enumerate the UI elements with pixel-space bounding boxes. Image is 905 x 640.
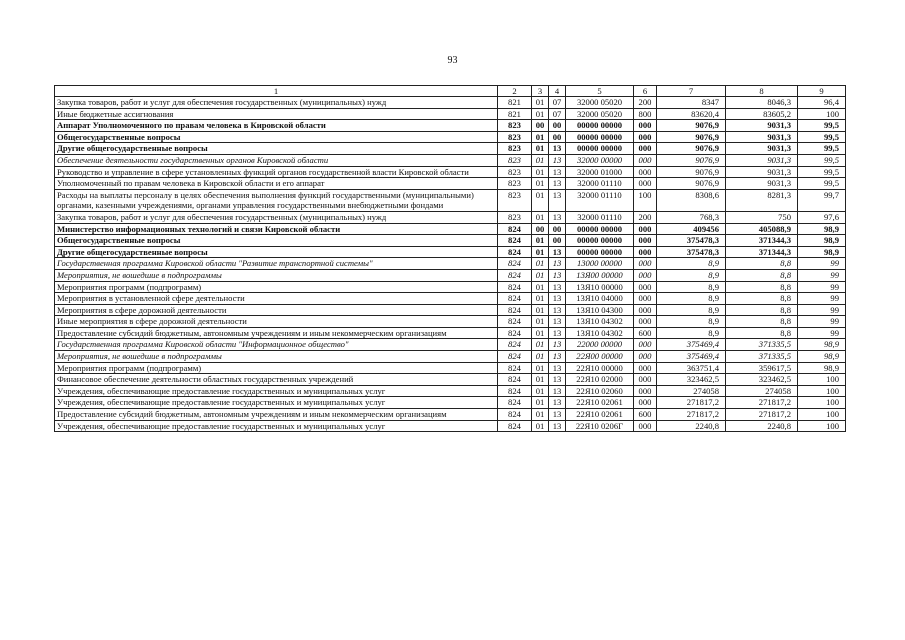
section-code-cell: 00	[532, 223, 549, 235]
executed-amount-cell: 9031,3	[726, 120, 798, 132]
subsection-code-cell: 13	[549, 143, 566, 155]
subsection-code-cell: 13	[549, 316, 566, 328]
ministry-code-cell: 823	[498, 166, 532, 178]
column-header: 1	[55, 86, 498, 97]
subsection-code-cell: 13	[549, 246, 566, 258]
expense-name-cell: Мероприятия в сфере дорожной деятельности	[55, 304, 498, 316]
expense-name-cell: Учреждения, обеспечивающие предоставление государственных и муниципальных услуг	[55, 420, 498, 432]
subsection-code-cell: 13	[549, 178, 566, 190]
executed-amount-cell: 9031,3	[726, 166, 798, 178]
target-article-cell: 00000 00000	[566, 143, 634, 155]
expense-name-cell: Другие общегосударственные вопросы	[55, 143, 498, 155]
subsection-code-cell: 00	[549, 223, 566, 235]
planned-amount-cell: 8,9	[657, 269, 726, 281]
execution-percent-cell: 100	[798, 397, 846, 409]
executed-amount-cell: 271817,2	[726, 409, 798, 421]
execution-percent-cell: 98,9	[798, 235, 846, 247]
subsection-code-cell: 07	[549, 108, 566, 120]
table-row	[55, 420, 846, 432]
ministry-code-cell: 824	[498, 304, 532, 316]
ministry-code-cell: 824	[498, 246, 532, 258]
section-code-cell: 01	[532, 362, 549, 374]
ministry-code-cell: 824	[498, 235, 532, 247]
expense-name-cell: Учреждения, обеспечивающие предоставление государственных и муниципальных услуг	[55, 385, 498, 397]
table-row	[55, 108, 846, 120]
executed-amount-cell: 371344,3	[726, 246, 798, 258]
expense-name-cell: Мероприятия программ (подпрограмм)	[55, 362, 498, 374]
execution-percent-cell: 99	[798, 293, 846, 305]
table-row	[55, 211, 846, 223]
subsection-code-cell: 13	[549, 362, 566, 374]
expense-type-cell: 000	[634, 374, 657, 386]
expense-name-cell: Уполномоченный по правам человека в Кировской области и его аппарат	[55, 178, 498, 190]
page-number: 93	[447, 55, 458, 66]
table-row	[55, 269, 846, 281]
table-row	[55, 304, 846, 316]
target-article-cell: 00000 00000	[566, 223, 634, 235]
expense-type-cell: 000	[634, 178, 657, 190]
planned-amount-cell: 8,9	[657, 281, 726, 293]
table-row	[55, 327, 846, 339]
executed-amount-cell: 8,8	[726, 327, 798, 339]
executed-amount-cell: 8,8	[726, 293, 798, 305]
planned-amount-cell: 9076,9	[657, 143, 726, 155]
execution-percent-cell: 98,9	[798, 223, 846, 235]
subsection-code-cell: 13	[549, 269, 566, 281]
ministry-code-cell: 824	[498, 223, 532, 235]
subsection-code-cell: 00	[549, 235, 566, 247]
table-row	[55, 143, 846, 155]
table-row	[55, 409, 846, 421]
column-header: 8	[726, 86, 798, 97]
target-article-cell: 13Я10 04000	[566, 293, 634, 305]
execution-percent-cell: 99,5	[798, 120, 846, 132]
target-article-cell: 00000 00000	[566, 131, 634, 143]
subsection-code-cell: 13	[549, 409, 566, 421]
executed-amount-cell: 8,8	[726, 258, 798, 270]
executed-amount-cell: 359617,5	[726, 362, 798, 374]
expense-name-cell: Расходы на выплаты персоналу в целях обеспечения выполнения функций государственными (муниципальными) органами, казенными учреждениями, органами управления государственными внебюджетными фондами	[55, 189, 498, 211]
target-article-cell: 00000 00000	[566, 246, 634, 258]
ministry-code-cell: 824	[498, 397, 532, 409]
section-code-cell: 01	[532, 108, 549, 120]
target-article-cell: 22Я10 02000	[566, 374, 634, 386]
target-article-cell: 22Я10 02061	[566, 397, 634, 409]
planned-amount-cell: 2240,8	[657, 420, 726, 432]
planned-amount-cell: 8,9	[657, 304, 726, 316]
expense-name-cell: Государственная программа Кировской области "Развитие транспортной системы"	[55, 258, 498, 270]
execution-percent-cell: 98,9	[798, 362, 846, 374]
planned-amount-cell: 271817,2	[657, 409, 726, 421]
expense-type-cell: 600	[634, 327, 657, 339]
execution-percent-cell: 100	[798, 385, 846, 397]
target-article-cell: 32000 01110	[566, 178, 634, 190]
subsection-code-cell: 00	[549, 120, 566, 132]
planned-amount-cell: 323462,5	[657, 374, 726, 386]
planned-amount-cell: 271817,2	[657, 397, 726, 409]
ministry-code-cell: 824	[498, 374, 532, 386]
execution-percent-cell: 99	[798, 258, 846, 270]
planned-amount-cell: 375478,3	[657, 246, 726, 258]
expense-type-cell: 000	[634, 154, 657, 166]
executed-amount-cell: 371335,5	[726, 339, 798, 351]
section-code-cell: 01	[532, 246, 549, 258]
table-row	[55, 339, 846, 351]
expense-type-cell: 000	[634, 281, 657, 293]
target-article-cell: 32000 00000	[566, 154, 634, 166]
ministry-code-cell: 824	[498, 316, 532, 328]
expense-type-cell: 000	[634, 351, 657, 363]
planned-amount-cell: 8308,6	[657, 189, 726, 211]
subsection-code-cell: 13	[549, 281, 566, 293]
section-code-cell: 01	[532, 154, 549, 166]
planned-amount-cell: 9076,9	[657, 166, 726, 178]
expense-type-cell: 800	[634, 108, 657, 120]
executed-amount-cell: 274058	[726, 385, 798, 397]
section-code-cell: 01	[532, 327, 549, 339]
execution-percent-cell: 99,5	[798, 143, 846, 155]
executed-amount-cell: 8,8	[726, 304, 798, 316]
expense-name-cell: Финансовое обеспечение деятельности областных государственных учреждений	[55, 374, 498, 386]
execution-percent-cell: 99,5	[798, 154, 846, 166]
planned-amount-cell: 83620,4	[657, 108, 726, 120]
planned-amount-cell: 274058	[657, 385, 726, 397]
target-article-cell: 00000 00000	[566, 120, 634, 132]
column-header: 4	[549, 86, 566, 97]
section-code-cell: 01	[532, 178, 549, 190]
expense-type-cell: 000	[634, 316, 657, 328]
table-row	[55, 397, 846, 409]
planned-amount-cell: 768,3	[657, 211, 726, 223]
ministry-code-cell: 823	[498, 120, 532, 132]
table-row	[55, 258, 846, 270]
expense-name-cell: Иные бюджетные ассигнования	[55, 108, 498, 120]
target-article-cell: 13Я00 00000	[566, 269, 634, 281]
section-code-cell: 01	[532, 189, 549, 211]
target-article-cell: 22000 00000	[566, 339, 634, 351]
execution-percent-cell: 98,9	[798, 339, 846, 351]
execution-percent-cell: 100	[798, 374, 846, 386]
target-article-cell: 00000 00000	[566, 235, 634, 247]
ministry-code-cell: 824	[498, 339, 532, 351]
table-row	[55, 374, 846, 386]
subsection-code-cell: 13	[549, 189, 566, 211]
executed-amount-cell: 2240,8	[726, 420, 798, 432]
section-code-cell: 01	[532, 293, 549, 305]
expense-name-cell: Иные мероприятия в сфере дорожной деятельности	[55, 316, 498, 328]
section-code-cell: 01	[532, 339, 549, 351]
expense-name-cell: Министерство информационных технологий и связи Кировской области	[55, 223, 498, 235]
table-row	[55, 281, 846, 293]
table-row	[55, 178, 846, 190]
ministry-code-cell: 821	[498, 108, 532, 120]
budget-table	[54, 85, 846, 432]
target-article-cell: 22Я10 0206Г	[566, 420, 634, 432]
execution-percent-cell: 98,9	[798, 246, 846, 258]
subsection-code-cell: 13	[549, 397, 566, 409]
expense-name-cell: Общегосударственные вопросы	[55, 235, 498, 247]
ministry-code-cell: 823	[498, 131, 532, 143]
target-article-cell: 13Я10 04300	[566, 304, 634, 316]
table-row	[55, 223, 846, 235]
subsection-code-cell: 13	[549, 351, 566, 363]
planned-amount-cell: 409456	[657, 223, 726, 235]
expense-name-cell: Другие общегосударственные вопросы	[55, 246, 498, 258]
expense-name-cell: Государственная программа Кировской области "Информационное общество"	[55, 339, 498, 351]
planned-amount-cell: 9076,9	[657, 131, 726, 143]
target-article-cell: 13Я10 04302	[566, 316, 634, 328]
expense-type-cell: 000	[634, 223, 657, 235]
target-article-cell: 22Я10 02061	[566, 409, 634, 421]
expense-name-cell: Мероприятия, не вошедшие в подпрограммы	[55, 351, 498, 363]
subsection-code-cell: 13	[549, 339, 566, 351]
expense-name-cell: Закупка товаров, работ и услуг для обеспечения государственных (муниципальных) нужд	[55, 211, 498, 223]
section-code-cell: 01	[532, 166, 549, 178]
table-row	[55, 235, 846, 247]
expense-type-cell: 000	[634, 420, 657, 432]
execution-percent-cell: 96,4	[798, 97, 846, 109]
executed-amount-cell: 750	[726, 211, 798, 223]
section-code-cell: 01	[532, 269, 549, 281]
ministry-code-cell: 823	[498, 189, 532, 211]
ministry-code-cell: 824	[498, 385, 532, 397]
section-code-cell: 00	[532, 120, 549, 132]
expense-type-cell: 000	[634, 258, 657, 270]
ministry-code-cell: 824	[498, 362, 532, 374]
executed-amount-cell: 371335,5	[726, 351, 798, 363]
table-row	[55, 293, 846, 305]
subsection-code-cell: 13	[549, 385, 566, 397]
expense-type-cell: 000	[634, 269, 657, 281]
planned-amount-cell: 375478,3	[657, 235, 726, 247]
ministry-code-cell: 824	[498, 293, 532, 305]
expense-type-cell: 000	[634, 143, 657, 155]
target-article-cell: 13000 00000	[566, 258, 634, 270]
expense-type-cell: 000	[634, 362, 657, 374]
execution-percent-cell: 99,5	[798, 131, 846, 143]
expense-type-cell: 000	[634, 131, 657, 143]
ministry-code-cell: 823	[498, 211, 532, 223]
table-row	[55, 362, 846, 374]
subsection-code-cell: 13	[549, 327, 566, 339]
subsection-code-cell: 13	[549, 420, 566, 432]
target-article-cell: 32000 05020	[566, 108, 634, 120]
table-row	[55, 385, 846, 397]
table-body	[55, 97, 846, 432]
section-code-cell: 01	[532, 304, 549, 316]
expense-type-cell: 000	[634, 246, 657, 258]
ministry-code-cell: 824	[498, 258, 532, 270]
expense-type-cell: 200	[634, 211, 657, 223]
ministry-code-cell: 824	[498, 269, 532, 281]
executed-amount-cell: 83605,2	[726, 108, 798, 120]
section-code-cell: 01	[532, 397, 549, 409]
table-row	[55, 166, 846, 178]
section-code-cell: 01	[532, 374, 549, 386]
expense-name-cell: Руководство и управление в сфере установленных функций органов государственной власти Кировской области	[55, 166, 498, 178]
target-article-cell: 22Я00 00000	[566, 351, 634, 363]
executed-amount-cell: 9031,3	[726, 154, 798, 166]
executed-amount-cell: 271817,2	[726, 397, 798, 409]
expense-name-cell: Мероприятия, не вошедшие в подпрограммы	[55, 269, 498, 281]
executed-amount-cell: 323462,5	[726, 374, 798, 386]
executed-amount-cell: 8046,3	[726, 97, 798, 109]
execution-percent-cell: 98,9	[798, 351, 846, 363]
planned-amount-cell: 375469,4	[657, 339, 726, 351]
expense-name-cell: Учреждения, обеспечивающие предоставление государственных и муниципальных услуг	[55, 397, 498, 409]
expense-name-cell: Аппарат Уполномоченного по правам человека в Кировской области	[55, 120, 498, 132]
planned-amount-cell: 8,9	[657, 293, 726, 305]
planned-amount-cell: 9076,9	[657, 178, 726, 190]
table-row	[55, 189, 846, 211]
expense-type-cell: 600	[634, 409, 657, 421]
ministry-code-cell: 824	[498, 420, 532, 432]
expense-name-cell: Предоставление субсидий бюджетным, автономным учреждениям и иным некоммерческим организациям	[55, 327, 498, 339]
subsection-code-cell: 13	[549, 154, 566, 166]
ministry-code-cell: 824	[498, 409, 532, 421]
executed-amount-cell: 371344,3	[726, 235, 798, 247]
expense-type-cell: 000	[634, 235, 657, 247]
table-row	[55, 351, 846, 363]
execution-percent-cell: 100	[798, 108, 846, 120]
column-header: 7	[657, 86, 726, 97]
column-number-row	[55, 86, 846, 97]
ministry-code-cell: 821	[498, 97, 532, 109]
subsection-code-cell: 13	[549, 258, 566, 270]
section-code-cell: 01	[532, 235, 549, 247]
section-code-cell: 01	[532, 258, 549, 270]
section-code-cell: 01	[532, 97, 549, 109]
execution-percent-cell: 100	[798, 420, 846, 432]
table-row	[55, 154, 846, 166]
expense-type-cell: 000	[634, 304, 657, 316]
target-article-cell: 22Я10 02060	[566, 385, 634, 397]
subsection-code-cell: 00	[549, 131, 566, 143]
ministry-code-cell: 823	[498, 178, 532, 190]
ministry-code-cell: 824	[498, 351, 532, 363]
target-article-cell: 22Я10 00000	[566, 362, 634, 374]
subsection-code-cell: 07	[549, 97, 566, 109]
expense-type-cell: 000	[634, 166, 657, 178]
planned-amount-cell: 363751,4	[657, 362, 726, 374]
expense-name-cell: Предоставление субсидий бюджетным, автономным учреждениям и иным некоммерческим организациям	[55, 409, 498, 421]
section-code-cell: 01	[532, 351, 549, 363]
section-code-cell: 01	[532, 281, 549, 293]
column-header: 5	[566, 86, 634, 97]
target-article-cell: 32000 01110	[566, 189, 634, 211]
ministry-code-cell: 823	[498, 143, 532, 155]
executed-amount-cell: 9031,3	[726, 143, 798, 155]
expense-type-cell: 000	[634, 293, 657, 305]
planned-amount-cell: 9076,9	[657, 154, 726, 166]
column-header: 6	[634, 86, 657, 97]
expense-type-cell: 000	[634, 397, 657, 409]
expense-name-cell: Мероприятия в установленной сфере деятельности	[55, 293, 498, 305]
execution-percent-cell: 97,6	[798, 211, 846, 223]
executed-amount-cell: 8281,3	[726, 189, 798, 211]
planned-amount-cell: 8,9	[657, 316, 726, 328]
planned-amount-cell: 8,9	[657, 258, 726, 270]
target-article-cell: 13Я10 00000	[566, 281, 634, 293]
column-header: 2	[498, 86, 532, 97]
target-article-cell: 13Я10 04302	[566, 327, 634, 339]
column-header: 3	[532, 86, 549, 97]
section-code-cell: 01	[532, 211, 549, 223]
column-header: 9	[798, 86, 846, 97]
execution-percent-cell: 99	[798, 316, 846, 328]
executed-amount-cell: 8,8	[726, 281, 798, 293]
subsection-code-cell: 13	[549, 211, 566, 223]
executed-amount-cell: 8,8	[726, 269, 798, 281]
target-article-cell: 32000 05020	[566, 97, 634, 109]
table-row	[55, 97, 846, 109]
section-code-cell: 01	[532, 143, 549, 155]
expense-type-cell: 000	[634, 385, 657, 397]
expense-type-cell: 100	[634, 189, 657, 211]
table-row	[55, 120, 846, 132]
execution-percent-cell: 99,5	[798, 178, 846, 190]
ministry-code-cell: 824	[498, 327, 532, 339]
section-code-cell: 01	[532, 409, 549, 421]
subsection-code-cell: 13	[549, 293, 566, 305]
subsection-code-cell: 13	[549, 304, 566, 316]
expense-name-cell: Закупка товаров, работ и услуг для обеспечения государственных (муниципальных) нужд	[55, 97, 498, 109]
planned-amount-cell: 375469,4	[657, 351, 726, 363]
executed-amount-cell: 405088,9	[726, 223, 798, 235]
subsection-code-cell: 13	[549, 166, 566, 178]
ministry-code-cell: 824	[498, 281, 532, 293]
planned-amount-cell: 8,9	[657, 327, 726, 339]
section-code-cell: 01	[532, 131, 549, 143]
executed-amount-cell: 8,8	[726, 316, 798, 328]
planned-amount-cell: 8347	[657, 97, 726, 109]
execution-percent-cell: 99	[798, 281, 846, 293]
table-row	[55, 246, 846, 258]
execution-percent-cell: 99	[798, 269, 846, 281]
executed-amount-cell: 9031,3	[726, 178, 798, 190]
expense-name-cell: Мероприятия программ (подпрограмм)	[55, 281, 498, 293]
expense-name-cell: Общегосударственные вопросы	[55, 131, 498, 143]
execution-percent-cell: 99	[798, 327, 846, 339]
ministry-code-cell: 823	[498, 154, 532, 166]
expense-name-cell: Обеспечение деятельности государственных органов Кировской области	[55, 154, 498, 166]
subsection-code-cell: 13	[549, 374, 566, 386]
expense-type-cell: 000	[634, 120, 657, 132]
target-article-cell: 32000 01000	[566, 166, 634, 178]
section-code-cell: 01	[532, 385, 549, 397]
executed-amount-cell: 9031,3	[726, 131, 798, 143]
execution-percent-cell: 99	[798, 304, 846, 316]
section-code-cell: 01	[532, 316, 549, 328]
execution-percent-cell: 99,7	[798, 189, 846, 211]
planned-amount-cell: 9076,9	[657, 120, 726, 132]
expense-type-cell: 200	[634, 97, 657, 109]
expense-type-cell: 000	[634, 339, 657, 351]
section-code-cell: 01	[532, 420, 549, 432]
table-row	[55, 131, 846, 143]
execution-percent-cell: 100	[798, 409, 846, 421]
table-row	[55, 316, 846, 328]
target-article-cell: 32000 01110	[566, 211, 634, 223]
execution-percent-cell: 99,5	[798, 166, 846, 178]
